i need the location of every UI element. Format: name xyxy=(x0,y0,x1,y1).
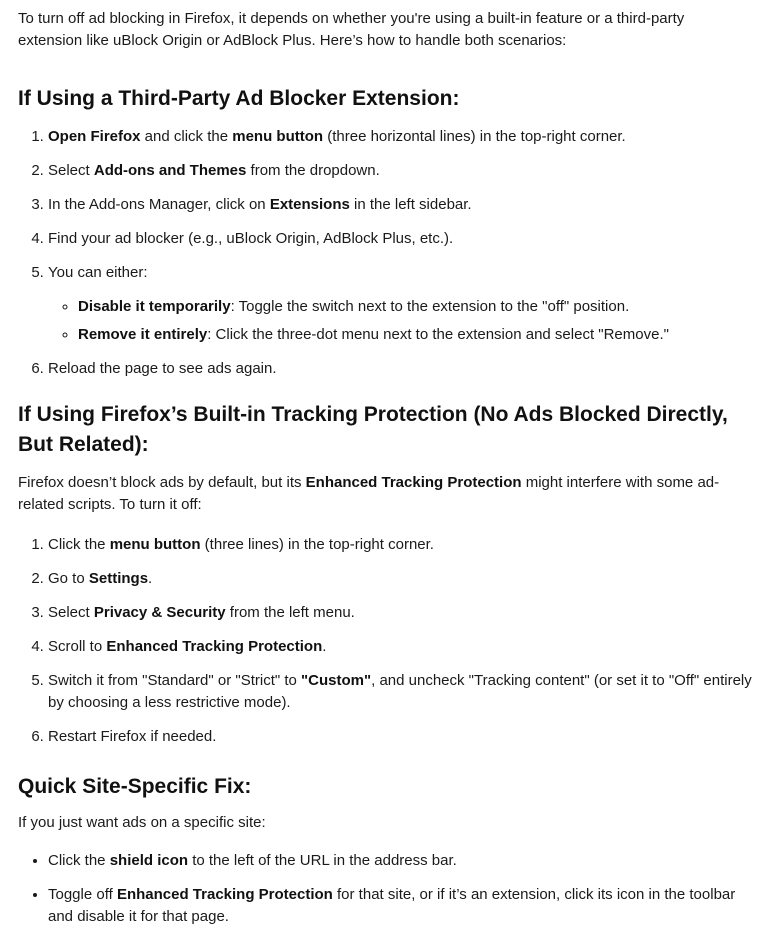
list-item xyxy=(48,670,752,714)
sub-list-item xyxy=(78,296,752,318)
bullet-list-site-specific xyxy=(18,850,752,928)
bold-text: shield icon xyxy=(109,852,189,869)
text-span: : Click the three-dot menu next to the extension and select "Remove." xyxy=(207,326,669,343)
list-item xyxy=(48,850,752,872)
text-span: for that site, or if it’s an extension, click its icon in the toolbar and disable it for that page. xyxy=(48,886,736,925)
list-item xyxy=(48,228,752,250)
bold-text: Disable it temporarily xyxy=(78,298,231,315)
list-item xyxy=(48,194,752,216)
bold-text: Add-ons and Themes xyxy=(93,162,247,179)
text-span: . xyxy=(322,638,327,655)
list-item xyxy=(48,636,752,658)
bold-text: Enhanced Tracking Protection xyxy=(106,638,323,655)
text-span: to the left of the URL in the address bar. xyxy=(188,852,457,869)
text-span: and click the xyxy=(140,128,233,145)
section-heading-third-party: If Using a Third-Party Ad Blocker Extension: xyxy=(18,87,460,110)
text-span: Go to xyxy=(48,570,89,587)
text-span: Select xyxy=(48,604,94,621)
sub-list-item xyxy=(78,324,752,346)
bold-text: Enhanced Tracking Protection xyxy=(116,886,333,903)
bold-text: menu button xyxy=(109,536,201,553)
text-span: Find your ad blocker (e.g., uBlock Origin, AdBlock Plus, etc.). xyxy=(48,230,454,247)
steps-list-third-party xyxy=(18,126,752,380)
text-span: from the left menu. xyxy=(225,604,355,621)
text-span: Scroll to xyxy=(48,638,107,655)
text-span: (three lines) in the top-right corner. xyxy=(200,536,434,553)
bold-text: Open Firefox xyxy=(48,128,141,145)
text-span: (three horizontal lines) in the top-right corner. xyxy=(323,128,626,145)
text-span: Select xyxy=(48,162,94,179)
sub-list-options xyxy=(48,296,752,346)
bold-text: Remove it entirely xyxy=(78,326,208,343)
steps-list-tracking-protection xyxy=(18,534,752,748)
text-span: Reload the page to see ads again. xyxy=(48,360,277,377)
text-span: In the Add-ons Manager, click on xyxy=(48,196,270,213)
list-item xyxy=(48,126,752,148)
list-item xyxy=(48,262,752,346)
text-span: . xyxy=(148,570,153,587)
text-span: , and uncheck "Tracking content" (or set it to "Off" entirely by choosing a less restrictive mode). xyxy=(48,672,752,711)
bold-text: menu button xyxy=(232,128,324,145)
section-third-party-extension xyxy=(18,84,752,380)
list-item xyxy=(48,160,752,182)
section-paragraph xyxy=(18,472,752,516)
intro-paragraph: To turn off ad blocking in Firefox, it depends on whether you're using a built-in feature or a third-party extension like uBlock Origin or AdBlock Plus. Here’s how to handle both scenarios: xyxy=(18,10,685,49)
text-span: Firefox doesn’t block ads by default, but its xyxy=(18,474,306,491)
bold-text: Enhanced Tracking Protection xyxy=(305,474,522,491)
bold-text: Settings xyxy=(88,570,149,587)
text-span: Click the xyxy=(48,536,110,553)
text-span: Toggle off xyxy=(48,886,117,903)
text-span: from the dropdown. xyxy=(246,162,380,179)
text-span: in the left sidebar. xyxy=(349,196,472,213)
text-span: Restart Firefox if needed. xyxy=(48,728,217,745)
bold-text: Extensions xyxy=(269,196,350,213)
bold-text: "Custom" xyxy=(301,672,372,689)
list-item xyxy=(48,534,752,556)
bold-text: Privacy & Security xyxy=(93,604,226,621)
text-span: Click the xyxy=(48,852,110,869)
section-heading-site-specific: Quick Site-Specific Fix: xyxy=(18,775,252,798)
list-item xyxy=(48,568,752,590)
section-heading-tracking-protection: If Using Firefox’s Built-in Tracking Protection (No Ads Blocked Directly, But Related): xyxy=(18,403,728,456)
list-item xyxy=(48,726,752,748)
text-span: might interfere with some ad-related scripts. To turn it off: xyxy=(18,474,720,513)
section-tracking-protection xyxy=(18,400,752,748)
section-paragraph: If you just want ads on a specific site: xyxy=(18,814,266,831)
list-item xyxy=(48,884,752,928)
text-span: Switch it from "Standard" or "Strict" to xyxy=(48,672,302,689)
text-span: : Toggle the switch next to the extension to the "off" position. xyxy=(230,298,630,315)
list-item xyxy=(48,602,752,624)
text-span: You can either: xyxy=(48,264,148,281)
section-site-specific-fix xyxy=(18,772,752,928)
list-item xyxy=(48,358,752,380)
